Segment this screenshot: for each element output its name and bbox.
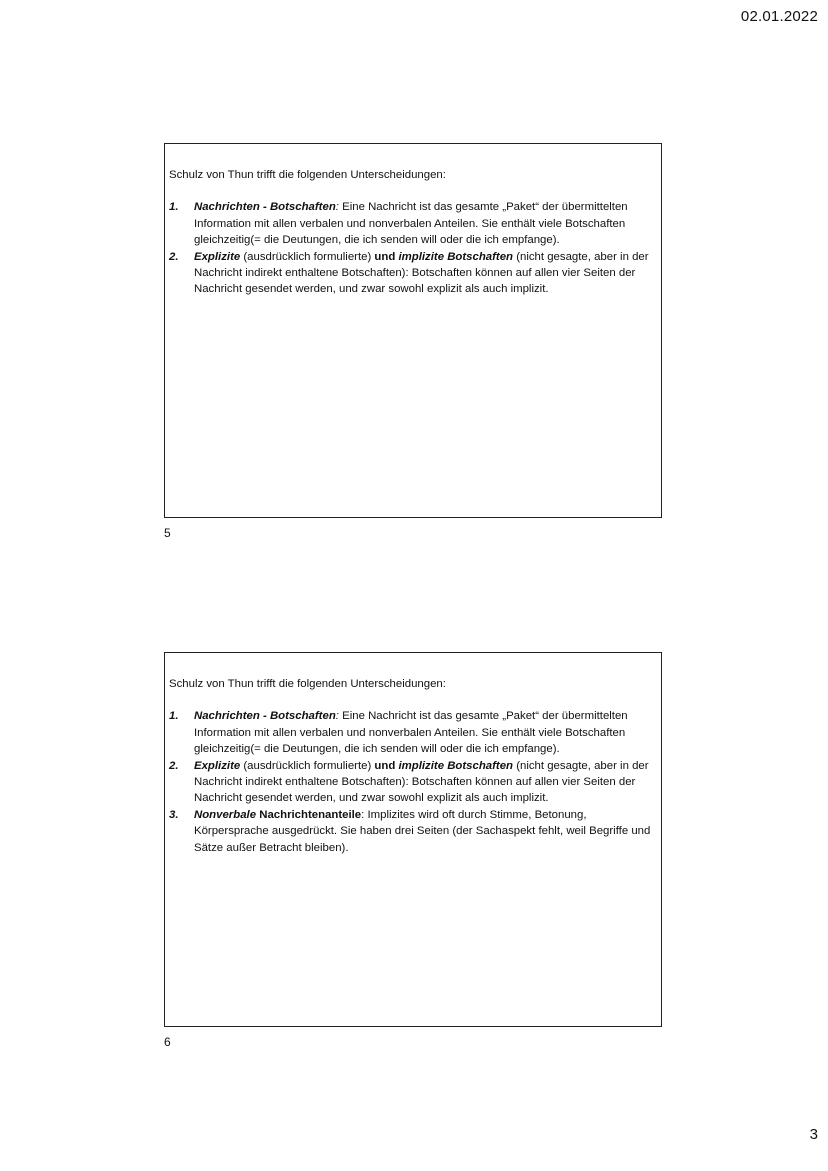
list-text [194,758,655,807]
conjunction: und [374,250,396,263]
term: Nonverbale [194,808,257,821]
list-number: 1. [169,710,179,723]
term: Explizite [194,250,241,263]
slide-content [165,144,661,298]
term: implizite Botschaften [398,759,514,772]
list-item [169,758,655,807]
term-colon: : [335,201,339,214]
conjunction: und [374,759,396,772]
list-text [194,807,655,856]
slide-number: 6 [164,1035,171,1049]
document-date: 02.01.2022 [740,8,818,25]
list-text [194,708,655,757]
term-colon: : [335,710,339,723]
term: Nachrichtenanteile [259,808,362,821]
list-text [194,199,655,248]
description: (nicht gesagte, aber in der Nachricht indirekt enthaltene Botschaften): Botschaften können auf allen vier Seiten der Nachricht gesendet werden, und zwar sowohl explizit als auch implizit. [194,759,649,805]
term: Nachrichten - Botschaften [194,710,336,723]
description: Eine Nachricht ist das gesamte „Paket“ der übermittelten Information mit allen verbalen und nonverbalen Anteilen. Sie enthält viele Botschaften gleichzeitig(= die Deutungen, die ich senden will oder die ich empfange). [194,201,628,247]
slide-number: 5 [164,526,171,540]
description: (nicht gesagte, aber in der Nachricht indirekt enthaltene Botschaften): Botschaften können auf allen vier Seiten der Nachricht gesendet werden, und zwar sowohl explizit als auch implizit. [194,250,649,296]
list-text [194,249,655,298]
list-item [169,708,655,757]
list-item [169,249,655,298]
term: implizite Botschaften [398,250,514,263]
list-number: 2. [169,250,179,263]
list-item [169,199,655,248]
list-number: 3. [169,808,179,821]
page-number: 3 [809,1126,818,1143]
list-number: 1. [169,201,179,214]
description: (ausdrücklich formulierte) [240,250,375,263]
slide-intro: Schulz von Thun trifft die folgenden Unterscheidungen: [169,169,446,181]
description: (ausdrücklich formulierte) [240,759,375,772]
term: Explizite [194,759,241,772]
list-number: 2. [169,759,179,772]
slide-intro: Schulz von Thun trifft die folgenden Unterscheidungen: [169,678,446,690]
term: Nachrichten - Botschaften [194,201,336,214]
list-item [169,807,655,856]
slide-content [165,653,661,856]
description: : Implizites wird oft durch Stimme, Betonung, Körpersprache ausgedrückt. Sie haben drei Seiten (der Sachaspekt fehlt, weil Begriffe und Sätze außer Betracht bleiben). [194,808,651,854]
slide-frame-6 [164,652,662,1027]
slide-frame-5 [164,143,662,518]
description: Eine Nachricht ist das gesamte „Paket“ der übermittelten Information mit allen verbalen und nonverbalen Anteilen. Sie enthält viele Botschaften gleichzeitig(= die Deutungen, die ich senden will oder die ich empfange). [194,710,628,756]
